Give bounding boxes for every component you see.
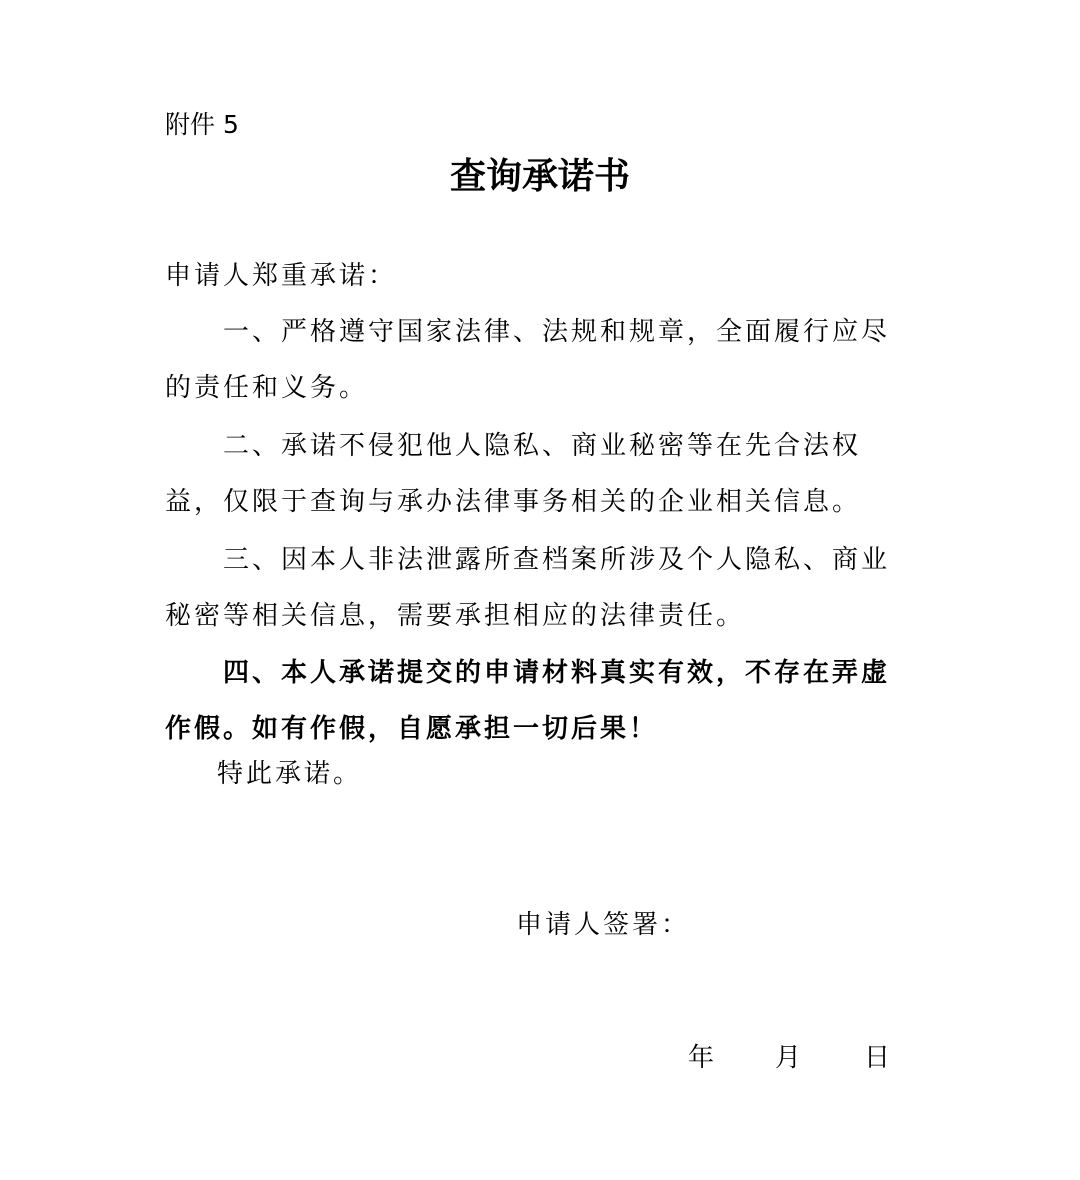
- attachment-label: 附件 5: [165, 110, 239, 139]
- date-month-label: 月: [775, 1043, 802, 1073]
- clause-1: 一、严格遵守国家法律、法规和规章，全面履行应尽的责任和义务。: [165, 317, 891, 403]
- clause-2: 二、承诺不侵犯他人隐私、商业秘密等在先合法权益，仅限于查询与承办法律事务相关的企业相关信息。: [165, 431, 862, 517]
- closing-statement: 特此承诺。: [217, 759, 363, 789]
- date-year-label: 年: [688, 1043, 715, 1073]
- clause-4: 四、本人承诺提交的申请材料真实有效，不存在弄虚作假。如有作假，自愿承担一切后果！: [165, 658, 891, 744]
- clause-3: 三、因本人非法泄露所查档案所涉及个人隐私、商业秘密等相关信息，需要承担相应的法律责任。: [165, 545, 891, 631]
- salutation: 申请人郑重承诺：: [165, 261, 398, 291]
- signature-label: 申请人签署：: [516, 910, 691, 940]
- date-day-label: 日: [864, 1043, 891, 1073]
- document-title: 查询承诺书: [449, 155, 630, 197]
